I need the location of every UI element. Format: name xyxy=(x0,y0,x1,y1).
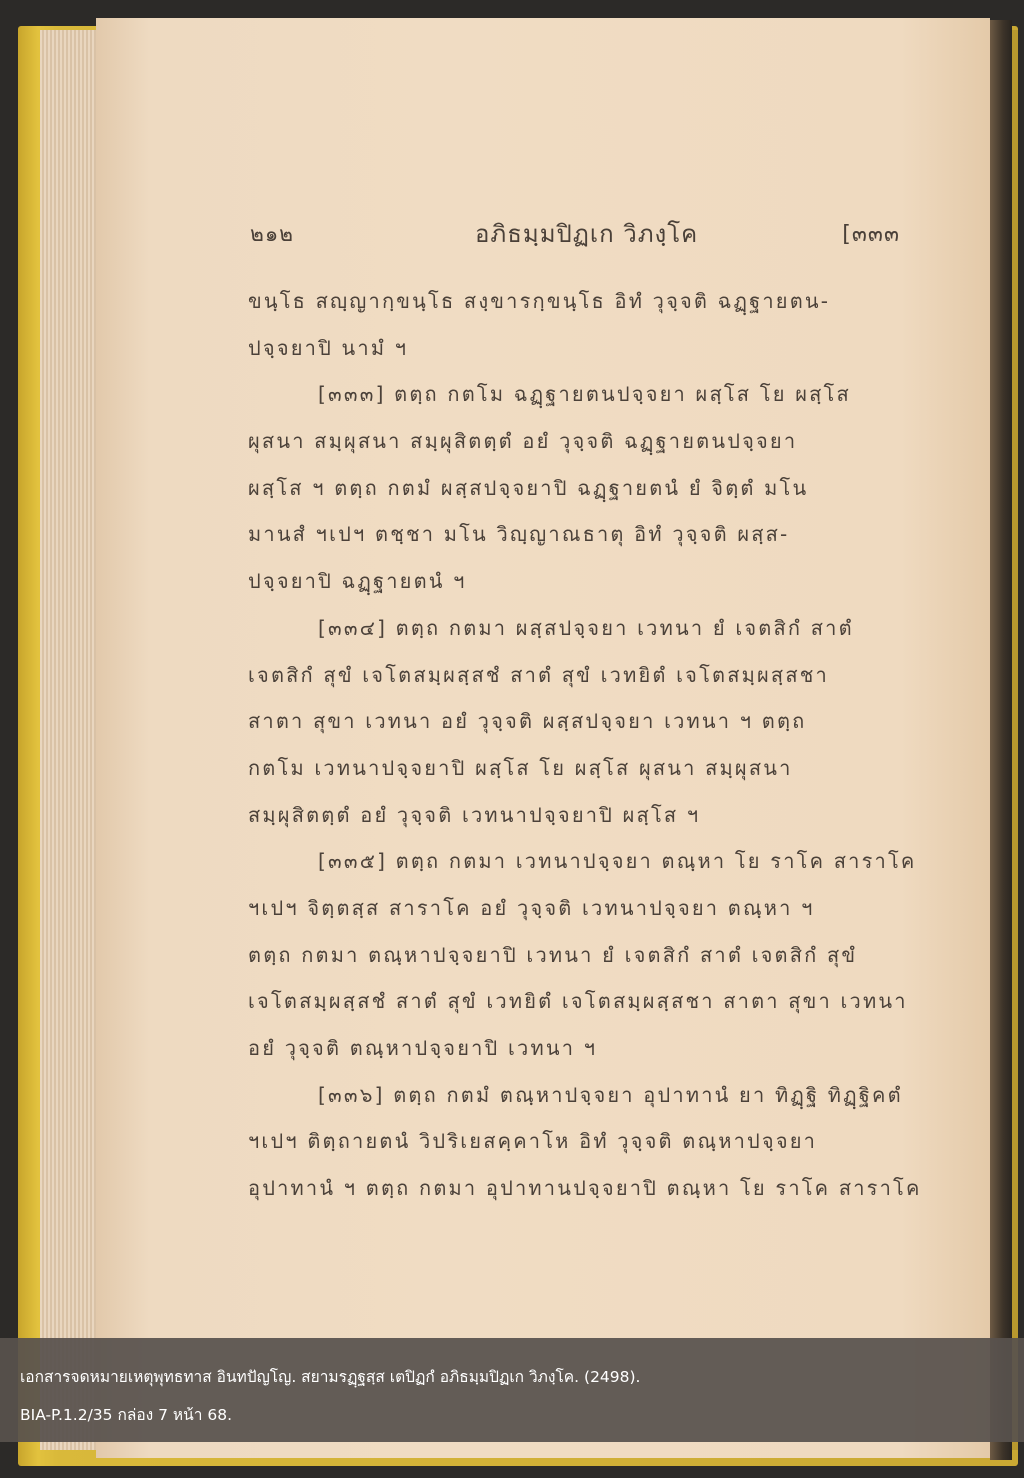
section-marker: [๓๓๓ xyxy=(842,222,900,247)
page-number: ๒๑๒ xyxy=(250,222,295,246)
book-cover-edge xyxy=(1012,30,1018,1450)
text-line: [๓๓๓] ตตฺถ กตโม ฉฏฺฐายตนปจฺจยา ผสฺโส โย ผสฺโส xyxy=(318,382,851,407)
text-line: เจโตสมฺผสฺสชํ สาตํ สุขํ เวทยิตํ เจโตสมฺผสฺสชา สาตา สุขา เวทนา xyxy=(248,989,908,1014)
caption-reference: BIA-P.1.2/35 กล่อง 7 หน้า 68. xyxy=(20,1406,233,1424)
caption-bar xyxy=(0,1338,1024,1442)
body-text xyxy=(248,278,922,1212)
text-line: ขนฺโธ สญฺญากฺขนฺโธ สงฺขารกฺขนฺโธ อิทํ วุจฺจติ ฉฏฺฐายตน- xyxy=(248,289,831,313)
book-spine-shadow xyxy=(990,20,1012,1460)
text-line: ปจฺจยาปิ นามํ ฯ xyxy=(248,335,409,360)
text-line: อุปาทานํ ฯ ตตฺถ กตมา อุปาทานปจฺจยาปิ ตณฺหา โย ราโค สาราโค xyxy=(248,1176,922,1201)
caption-title: เอกสารจดหมายเหตุพุทธทาส อินทปัญโญ. สยามรฏฺฐสฺส เตปิฏกํ อภิธมฺมปิฏเก วิภงฺโค. (2498). xyxy=(20,1368,641,1386)
text-line: ตตฺถ กตมา ตณฺหาปจฺจยาปิ เวทนา ยํ เจตสิกํ สาตํ เจตสิกํ สุขํ xyxy=(248,942,858,967)
text-line: อยํ วุจฺจติ ตณฺหาปจฺจยาปิ เวทนา ฯ xyxy=(248,1036,598,1060)
text-line: ฯเปฯ จิตฺตสฺส สาราโค อยํ วุจฺจติ เวทนาปจฺจยา ตณฺหา ฯ xyxy=(248,895,815,920)
text-line: เจตสิกํ สุขํ เจโตสมฺผสฺสชํ สาตํ สุขํ เวทยิตํ เจโตสมฺผสฺสชา xyxy=(248,662,829,687)
text-line: สาตา สุขา เวทนา อยํ วุจฺจติ ผสฺสปจฺจยา เวทนา ฯ ตตฺถ xyxy=(248,709,807,734)
text-line: [๓๓๔] ตตฺถ กตมา ผสฺสปจฺจยา เวทนา ยํ เจตสิกํ สาตํ xyxy=(318,615,854,640)
text-line: กตโม เวทนาปจฺจยาปิ ผสฺโส โย ผสฺโส ผุสนา สมฺผุสนา xyxy=(248,755,793,780)
running-head xyxy=(250,218,900,258)
text-line: [๓๓๖] ตตฺถ กตมํ ตณฺหาปจฺจยา อุปาทานํ ยา ทิฏฺฐิ ทิฏฺฐิคตํ xyxy=(318,1082,903,1107)
text-line: มานสํ ฯเปฯ ตชฺชา มโน วิญฺญาณธาตุ อิทํ วุจฺจติ ผสฺส- xyxy=(248,522,790,547)
text-line: ผุสนา สมฺผุสนา สมฺผุสิตตฺตํ อยํ วุจฺจติ ฉฏฺฐายตนปจฺจยา xyxy=(248,429,798,454)
text-line: ฯเปฯ ติตฺถายตนํ วิปริเยสคฺคาโห อิทํ วุจฺจติ ตณฺหาปจฺจยา xyxy=(248,1129,818,1154)
text-line: ปจฺจยาปิ ฉฏฺฐายตนํ ฯ xyxy=(248,569,467,594)
page-edges xyxy=(40,30,100,1450)
page-header-title: อภิธมฺมปิฏเก วิภงฺโค xyxy=(475,220,699,248)
text-line: [๓๓๕] ตตฺถ กตมา เวทนาปจฺจยา ตณฺหา โย ราโค สาราโค xyxy=(318,849,917,874)
text-line: ผสฺโส ฯ ตตฺถ กตมํ ผสฺสปจฺจยาปิ ฉฏฺฐายตนํ ยํ จิตฺตํ มโน xyxy=(248,475,809,500)
text-line: สมฺผุสิตตฺตํ อยํ วุจฺจติ เวทนาปจฺจยาปิ ผสฺโส ฯ xyxy=(248,802,701,827)
